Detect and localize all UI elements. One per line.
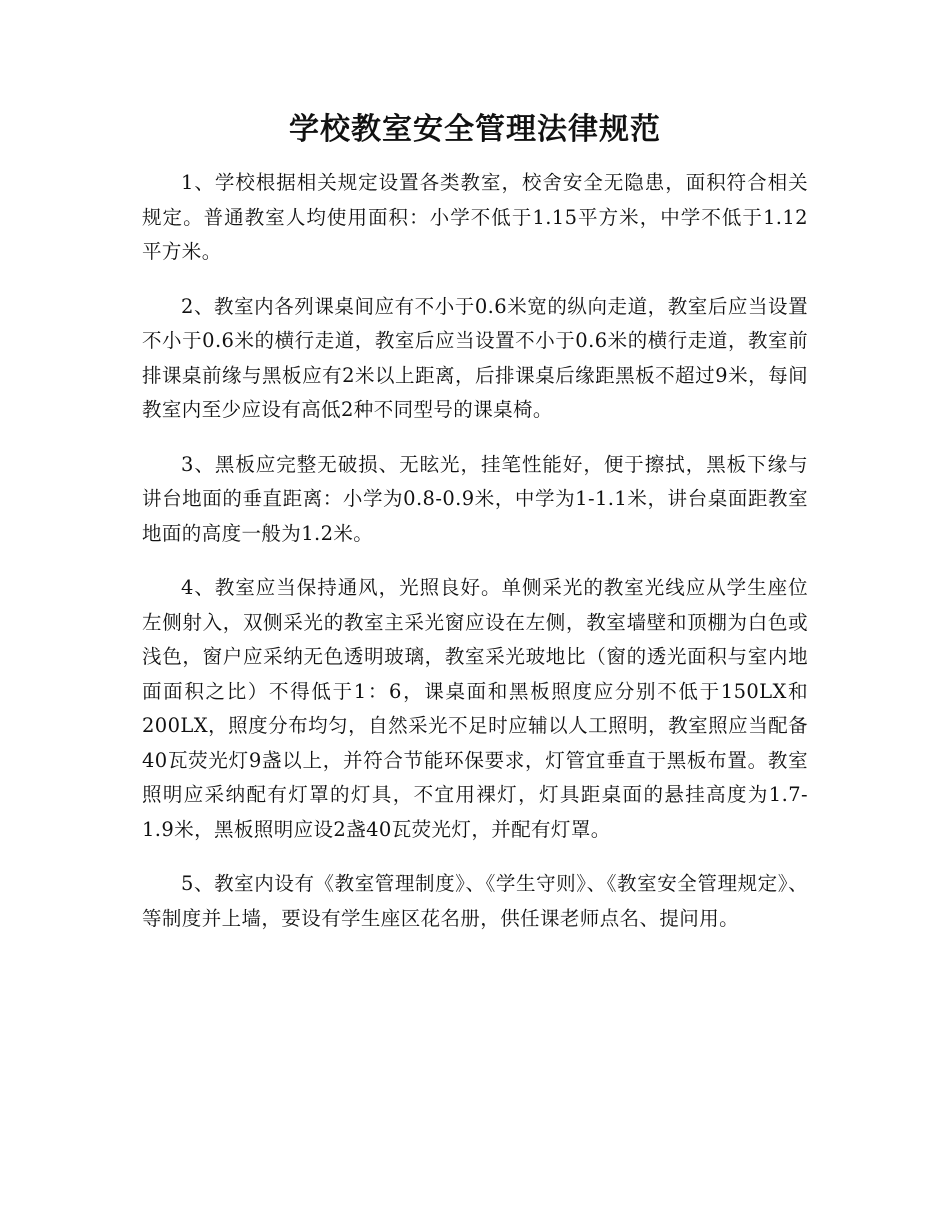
paragraph-1: 1、学校根据相关规定设置各类教室，校舍安全无隐患，面积符合相关规定。普通教室人均使用面积：小学不低于1.15平方米，中学不低于1.12平方米。 <box>142 171 808 263</box>
paragraph-5: 5、教室内设有《教室管理制度》、《学生守则》、《教室安全管理规定》、等制度并上墙，要设有学生座区花名册，供任课老师点名、提问用。 <box>142 872 808 930</box>
paragraph-4: 4、教室应当保持通风，光照良好。单侧采光的教室光线应从学生座位左侧射入，双侧采光的教室主采光窗应设在左侧，教室墙壁和顶棚为白色或浅色，窗户应采纳无色透明玻璃，教室采光玻地比（窗的透光面积与室内地面面积之比）不得低于1：6，课桌面和黑板照度应分别不低于150LX和200LX，照度分布均匀，自然采光不足时应辅以人工照明，教室照应当配备40瓦荧光灯9盏以上，并符合节能环保要求，灯管宜垂直于黑板布置。教室照明应采纳配有灯罩的灯具，不宜用裸灯，灯具距桌面的悬挂高度为1.7-1.9米，黑板照明应设2盏40瓦荧光灯，并配有灯罩。 <box>142 576 808 841</box>
paragraph-3: 3、黑板应完整无破损、无眩光，挂笔性能好，便于擦拭，黑板下缘与讲台地面的垂直距离：小学为0.8-0.9米，中学为1-1.1米，讲台桌面距教室地面的高度一般为1.2米。 <box>142 452 808 545</box>
document-title: 学校教室安全管理法律规范 <box>289 112 661 147</box>
document-body <box>142 166 808 956</box>
paragraph-2: 2、教室内各列课桌间应有不小于0.6米宽的纵向走道，教室后应当设置不小于0.6米的横行走道，教室后应当设置不小于0.6米的横行走道，教室前排课桌前缘与黑板应有2米以上距离，后排课桌后缘距黑板不超过9米，每间教室内至少应设有高低2种不同型号的课桌椅。 <box>142 294 808 421</box>
